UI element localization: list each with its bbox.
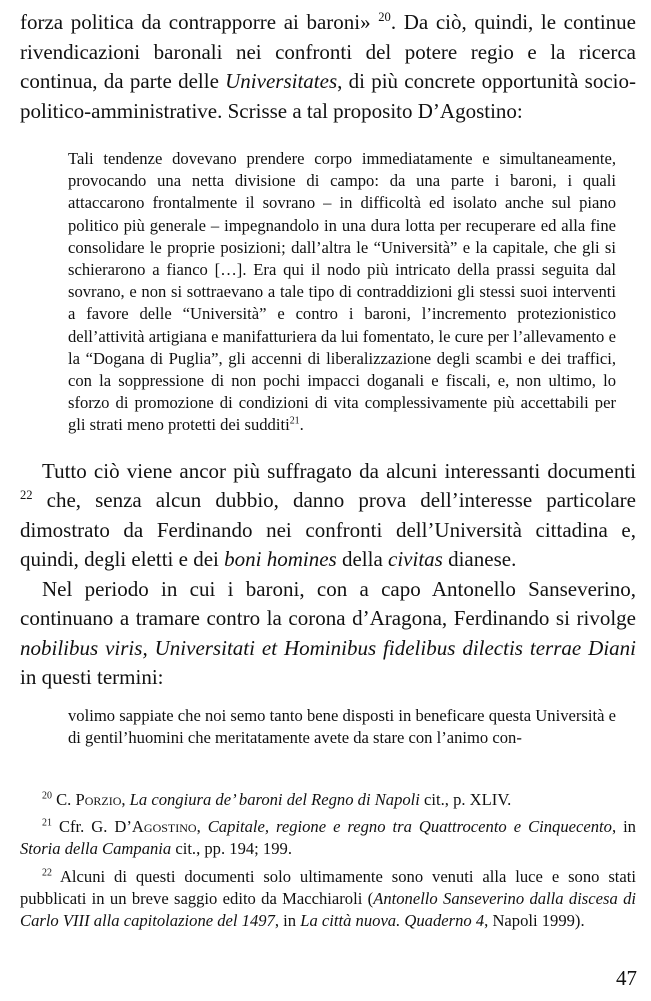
paragraph-ferdinando: Nel periodo in cui i baroni, con a capo Antonello Sanseverino, continuano a tramare contro la corona d’Aragona, Ferdinando si rivolge nobilibus viris, Universitati et Hominibus fidelibus dilectis terrae Diani in questi termini: <box>20 576 636 690</box>
italic-term: civitas <box>388 547 443 572</box>
footnote-ref-21: 21 <box>289 415 300 427</box>
footnote-ref-22: 22 <box>20 488 33 503</box>
italic-term: boni homines <box>224 547 337 572</box>
footnote-21: $^{21}$ Cfr. G. D’Agostino, Capitale, regione e regno tra Quattrocento e Cinquecento, in Storia della Campania cit., pp. 194; 199. <box>20 817 636 859</box>
footnote-ref-20: 20 <box>378 10 391 24</box>
block-quote-letter: volimo sappiate che noi semo tanto bene disposti in beneficare questa Università e di gentil’huomini che meritatamente avete da stare con l’animo con- <box>68 705 616 747</box>
footnotes <box>20 789 636 932</box>
paragraph-intro: forza politica da contrapporre ai baroni» $^{20}$. Da ciò, quindi, le continue rivendicazioni baronali nei confronti del potere regio e la ricerca continua, da parte delle Universitates, di più concrete opportunità socio-politico-amministrative. Scrisse a tal proposito D’Agostino: <box>20 10 636 123</box>
book-page <box>20 8 636 937</box>
paragraph-documents: Tutto ciò viene ancor più suffragato da alcuni interessanti documenti $^{22}$ che, senza alcun dubbio, danno prova dell’interesse particolare dimostrato da Ferdinando nei confronti dell’Università cittadina e, quindi, degli eletti e dei boni homines della civitas dianese. <box>20 458 636 572</box>
footnote-22: $^{22}$ Alcuni di questi documenti solo ultimamente sono venuti alla luce e sono stati pubblicati in un breve saggio edito da Macchiaroli (Antonello Sanseverino dalla discesa di Carlo VIII alla capitolazione del 1497, in La città nuova. Quaderno 4, Napoli 1999). <box>20 866 637 931</box>
block-quote-dagostino: Tali tendenze dovevano prendere corpo immediatamente e simultaneamente, provocando una netta divisione di campo: da una parte i baroni, i quali attaccarono frontalmente il sovrano – in difficoltà ed isolato anche sul piano politico più generale – impegnandolo in una dura lotta per recuperare ed alla fine consolidare le proprie posizioni; dall’altra le “Università” e la capitale, che gli si schierarono a fianco […]. Era qui il nodo più intricato della prassi seguita dal sovrano, e non si sottraevano a tale tipo di contraddizioni gli stessi suoi interventi a favore delle “Università” e contro i baroni, l’incremento protezionistico dell’attività artigiana e manifatturiera da lui fomentato, le cure per l’allevamento e la “Dogana di Puglia”, gli accenni di liberalizzazione degli scambi e dei traffici, con la soppressione di non pochi impacci doganali e fiscali, e, non ultimo, lo sforzo di promozione di condizioni di vita complessivamente più accettabili per gli strati meno protetti dei sudditi$^{21}$. <box>68 149 616 435</box>
italic-term: Universitates <box>225 69 338 93</box>
page-number: 47 <box>616 966 637 990</box>
italic-latin-address: nobilibus viris, Universitati et Hominibus fidelibus dilectis terrae Diani <box>20 635 636 660</box>
footnote-20: $^{20}$ C. Porzio, La congiura de’ baroni del Regno di Napoli cit., p. XLIV. <box>42 790 512 810</box>
